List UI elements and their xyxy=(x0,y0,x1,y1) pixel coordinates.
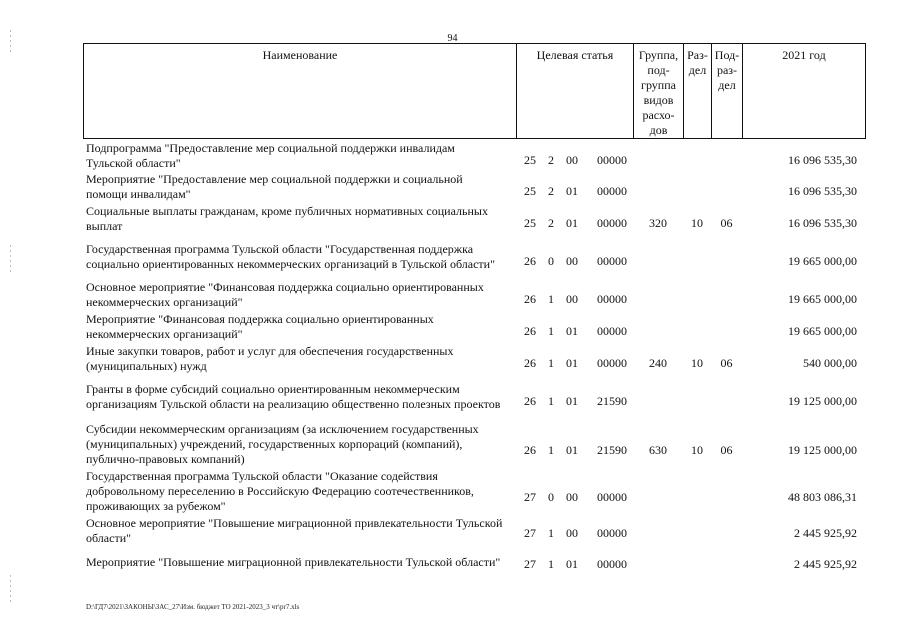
row-code-part-1: 26 xyxy=(524,254,536,268)
header-expense-group: Группа, под- группа видов расхо- дов xyxy=(634,44,684,138)
row-secode-part-tion: 10 xyxy=(691,216,703,230)
row-subsecode-part-tion: 06 xyxy=(720,356,733,370)
header-section: Раз- дел xyxy=(684,44,712,138)
row-amount: 19 125 000,00 xyxy=(788,394,857,408)
row-code-part-4: 00000 xyxy=(597,153,627,167)
row-code-part-4: 00000 xyxy=(597,292,627,306)
row-code-part-4: 21590 xyxy=(597,394,627,408)
row-code-part-2: 2 xyxy=(548,184,554,198)
row-code-part-2: 2 xyxy=(548,153,554,167)
row-code-part-2: 1 xyxy=(548,443,554,457)
header-name: Наименование xyxy=(84,44,517,138)
row-code-part-3: 00 xyxy=(566,254,578,268)
row-secode-part-tion: 10 xyxy=(691,443,703,457)
row-name: Гранты в форме субсидий социально ориентированным некоммерческим организациям Тульской области на реализацию общественно полезных проектов xyxy=(86,382,501,411)
row-amount: 19 665 000,00 xyxy=(788,292,857,306)
margin-mark xyxy=(10,575,11,605)
row-name: Мероприятие "Повышение миграционной привлекательности Тульской области" xyxy=(86,555,501,569)
row-code-part-1: 27 xyxy=(524,490,536,504)
row-name: Подпрограмма "Предоставление мер социальной поддержки инвалидам Тульской области" xyxy=(86,141,455,170)
row-code-part-3: 00 xyxy=(566,292,578,306)
row-name: Социальные выплаты гражданам, кроме публичных нормативных социальных выплат xyxy=(86,204,488,233)
row-secode-part-tion: 10 xyxy=(691,356,703,370)
row-code-part-1: 26 xyxy=(524,292,536,306)
row-name: Государственная программа Тульской области "Оказание содействия добровольному переселению в Российскую Федерацию соотечественников, проживающих за рубежом" xyxy=(86,469,474,513)
row-code-part-4: 00000 xyxy=(597,526,627,540)
row-code-part-1: 26 xyxy=(524,324,536,338)
row-code-part-3: 01 xyxy=(566,394,578,408)
row-code-part-2: 1 xyxy=(548,557,554,571)
row-amount: 2 445 925,92 xyxy=(794,557,857,571)
row-code-part-3: 01 xyxy=(566,443,578,457)
row-code-part-2: 1 xyxy=(548,292,554,306)
row-amount: 540 000,00 xyxy=(803,356,857,370)
row-code-part-3: 01 xyxy=(566,184,578,198)
row-code-part-1: 25 xyxy=(524,216,536,230)
row-code-part-1: 25 xyxy=(524,153,536,167)
header-target-article: Целевая статья xyxy=(517,44,634,138)
row-amount: 16 096 535,30 xyxy=(788,153,857,167)
row-group: 320 xyxy=(649,216,667,230)
row-subsecode-part-tion: 06 xyxy=(720,443,733,457)
row-name: Основное мероприятие "Повышение миграционной привлекательности Тульской области" xyxy=(86,516,503,545)
header-year: 2021 год xyxy=(782,48,826,62)
row-code-part-4: 00000 xyxy=(597,356,627,370)
row-code-part-3: 01 xyxy=(566,356,578,370)
row-name: Основное мероприятие "Финансовая поддержка социально ориентированных некоммерческих организаций" xyxy=(86,280,484,309)
row-code-part-3: 00 xyxy=(566,153,578,167)
row-code-part-1: 27 xyxy=(524,526,536,540)
row-name: Иные закупки товаров, работ и услуг для обеспечения государственных (муниципальных) нужд xyxy=(86,344,454,373)
row-name: Государственная программа Тульской области "Государственная поддержка социально ориентированных некоммерческих организаций в Тульской области" xyxy=(86,242,495,271)
row-code-part-2: 1 xyxy=(548,324,554,338)
row-subsecode-part-tion: 06 xyxy=(720,216,733,230)
row-code-part-2: 0 xyxy=(548,254,554,268)
table-header xyxy=(83,43,866,139)
row-code-part-1: 25 xyxy=(524,184,536,198)
row-amount: 2 445 925,92 xyxy=(794,526,857,540)
row-code-part-2: 2 xyxy=(548,216,554,230)
row-name: Субсидии некоммерческим организациям (за исключением государственных (муниципальных) учреждений, государственных корпораций (компаний), публично-правовых компаний) xyxy=(86,422,479,466)
row-code-part-4: 00000 xyxy=(597,557,627,571)
file-path-footer: D:\ГД7\2021\ЗАКОНЫ\ЗАС_27\Изм. бюджет ТО 2021-2023_3 чт\pr7.xls xyxy=(86,603,300,611)
row-amount: 16 096 535,30 xyxy=(788,216,857,230)
row-code-part-4: 00000 xyxy=(597,216,627,230)
row-code-part-4: 00000 xyxy=(597,254,627,268)
row-group: 240 xyxy=(649,356,667,370)
header-subsection: Под- раз- дел xyxy=(712,44,743,138)
page-number: 94 xyxy=(447,33,458,44)
row-amount: 16 096 535,30 xyxy=(788,184,857,198)
row-code-part-3: 01 xyxy=(566,216,578,230)
row-code-part-1: 27 xyxy=(524,557,536,571)
row-name: Мероприятие "Финансовая поддержка социально ориентированных некоммерческих организаций" xyxy=(86,312,434,341)
row-code-part-2: 1 xyxy=(548,356,554,370)
row-code-part-4: 21590 xyxy=(597,443,627,457)
row-code-part-4: 00000 xyxy=(597,184,627,198)
margin-mark xyxy=(10,245,11,275)
row-code-part-3: 01 xyxy=(566,557,578,571)
row-code-part-3: 01 xyxy=(566,324,578,338)
row-code-part-3: 00 xyxy=(566,490,578,504)
row-code-part-1: 26 xyxy=(524,394,536,408)
row-code-part-2: 0 xyxy=(548,490,554,504)
row-code-part-1: 26 xyxy=(524,356,536,370)
row-amount: 48 803 086,31 xyxy=(788,490,857,504)
row-code-part-2: 1 xyxy=(548,394,554,408)
row-code-part-4: 00000 xyxy=(597,324,627,338)
row-code-part-4: 00000 xyxy=(597,490,627,504)
row-code-part-2: 1 xyxy=(548,526,554,540)
row-amount: 19 665 000,00 xyxy=(788,324,857,338)
row-group: 630 xyxy=(649,443,667,457)
row-code-part-1: 26 xyxy=(524,443,536,457)
row-name: Мероприятие "Предоставление мер социальной поддержки и социальной помощи инвалидам" xyxy=(86,172,463,201)
row-amount: 19 665 000,00 xyxy=(788,254,857,268)
row-amount: 19 125 000,00 xyxy=(788,443,857,457)
row-code-part-3: 00 xyxy=(566,526,578,540)
